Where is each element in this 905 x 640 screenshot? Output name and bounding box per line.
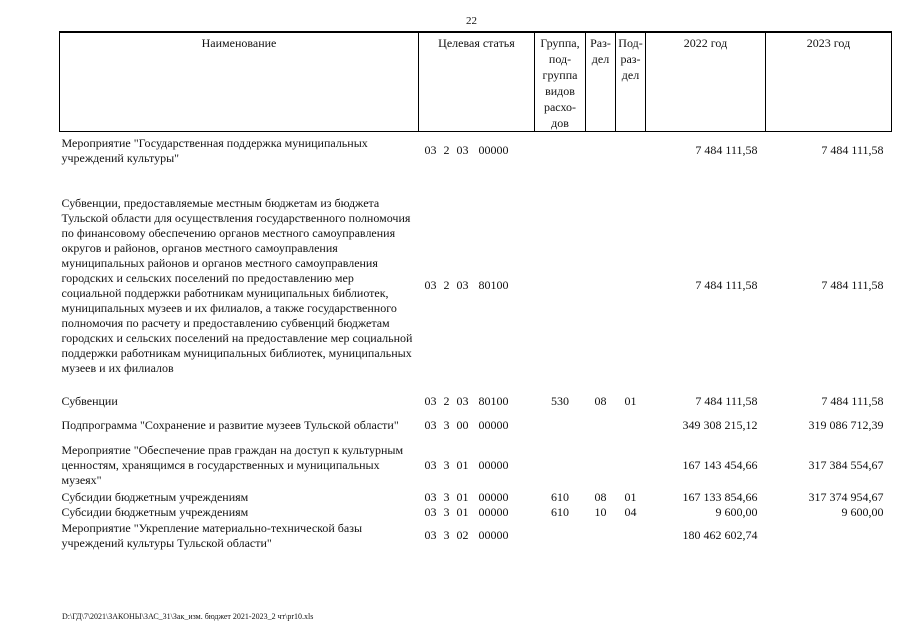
- row-section: [586, 410, 616, 442]
- row-name: Субвенции: [61, 394, 118, 408]
- row-2022: 7 484 111,58: [695, 143, 758, 158]
- row-subsection: 01: [624, 394, 637, 408]
- file-path-footer: D:\ГД\7\2021\ЗАКОНЫ\ЗАС_31\Зак_изм. бюджет 2021-2023_2 чт\pr10.xls: [62, 612, 314, 621]
- target-event: 03: [456, 143, 469, 158]
- row-subsection: [616, 520, 646, 552]
- header-section: Раз- дел: [586, 32, 616, 132]
- row-group: [535, 442, 586, 490]
- budget-table: [59, 31, 892, 552]
- row-2023: 317 374 954,67: [808, 489, 884, 504]
- row-name: Мероприятие "Укрепление материально-технической базы учреждений культуры Тульской области": [61, 520, 363, 550]
- row-subsection: 01: [624, 489, 637, 504]
- spacer-cell: [60, 170, 892, 178]
- row-subsection: [616, 178, 646, 394]
- row-subsection: [616, 442, 646, 490]
- row-group: 530: [551, 394, 569, 408]
- row-2023: 7 484 111,58: [821, 143, 884, 158]
- table-row: [60, 132, 892, 170]
- target-event: 01: [456, 489, 469, 504]
- target-program: 03: [424, 528, 437, 542]
- row-name: Субвенции, предоставляемые местным бюджетам из бюджета Тульской области для осуществления государственного полномочия по финансовому обеспечению органов местного самоуправления округов и районов, органов местного самоуправления муниципальных районов и органов местного самоуправления городских и сельских поселений по предоставлению мер социальной поддержки работникам муниципальных библиотек, муниципальных музеев и их филиалов, а также государственного полномочия по расчету и предоставлению субвенций бюджетам городских и сельских поселений на предоставление мер социальной поддержки работникам муниципальных библиотек, муниципальных музеев и их филиалов: [61, 195, 413, 375]
- header-subsection: Под- раз- дел: [616, 32, 646, 132]
- row-group: [535, 410, 586, 442]
- target-program: 03: [424, 418, 437, 432]
- row-name: Мероприятие "Обеспечение прав граждан на доступ к культурным ценностям, хранящимся в государственных и муниципальных музеях": [61, 443, 404, 487]
- header-2023: 2023 год: [766, 32, 892, 132]
- target-subprogram: 3: [443, 418, 450, 432]
- row-2022: 167 143 454,66: [682, 458, 758, 472]
- target-subprogram: 3: [443, 528, 450, 542]
- target-direction: 00000: [478, 143, 509, 158]
- row-target: [419, 490, 535, 505]
- row-name: Мероприятие "Государственная поддержка муниципальных учреждений культуры": [61, 135, 368, 165]
- row-2023: 317 384 554,67: [808, 458, 884, 472]
- row-section: 08: [594, 489, 607, 504]
- row-target: [419, 178, 535, 394]
- row-section: [586, 520, 616, 552]
- table-row: [60, 490, 892, 505]
- target-subprogram: 2: [443, 143, 450, 158]
- table-row: [60, 178, 892, 394]
- table-header-row: [60, 32, 892, 132]
- table-row: [60, 410, 892, 442]
- target-subprogram: 3: [443, 489, 450, 504]
- target-event: 00: [456, 418, 469, 432]
- header-2022: 2022 год: [646, 32, 766, 132]
- target-event: 02: [456, 528, 469, 542]
- row-section: [586, 132, 616, 170]
- target-direction: 00000: [478, 458, 509, 472]
- target-direction: 80100: [478, 394, 509, 408]
- row-group: 610: [551, 489, 569, 504]
- table-row: [60, 442, 892, 490]
- row-group: [535, 178, 586, 394]
- row-subsection: [616, 132, 646, 170]
- target-event: 03: [456, 278, 469, 292]
- table-row: [60, 520, 892, 552]
- header-target: Целевая статья: [419, 32, 535, 132]
- page-number: 22: [466, 15, 477, 27]
- row-group: [535, 132, 586, 170]
- target-direction: 00000: [478, 489, 509, 504]
- row-name: Субсидии бюджетным учреждениям: [61, 489, 249, 504]
- row-spacer: [60, 170, 892, 178]
- row-2022: 349 308 215,12: [682, 418, 758, 432]
- row-group: [535, 520, 586, 552]
- table-row: [60, 505, 892, 520]
- target-direction: 00000: [478, 504, 509, 519]
- row-target: [419, 505, 535, 520]
- target-direction: 00000: [478, 418, 509, 432]
- target-program: 03: [424, 394, 437, 408]
- row-section: [586, 178, 616, 394]
- row-2022: 7 484 111,58: [695, 278, 758, 292]
- row-2022: 7 484 111,58: [695, 394, 758, 408]
- row-target: [419, 410, 535, 442]
- row-group: 610: [551, 504, 569, 519]
- target-subprogram: 3: [443, 504, 450, 519]
- target-subprogram: 2: [443, 278, 450, 292]
- row-2023: 319 086 712,39: [808, 418, 884, 432]
- row-2023: 7 484 111,58: [821, 394, 884, 408]
- row-section: 10: [594, 504, 607, 519]
- row-section: [586, 442, 616, 490]
- row-target: [419, 132, 535, 170]
- row-2022: 167 133 854,66: [682, 489, 758, 504]
- row-subsection: 04: [624, 504, 637, 519]
- row-subsection: [616, 410, 646, 442]
- row-name: Субсидии бюджетным учреждениям: [61, 504, 249, 519]
- target-event: 03: [456, 394, 469, 408]
- target-event: 01: [456, 458, 469, 472]
- row-target: [419, 442, 535, 490]
- row-name: Подпрограмма "Сохранение и развитие музеев Тульской области": [61, 418, 399, 432]
- header-name: Наименование: [60, 32, 419, 132]
- row-target: [419, 394, 535, 410]
- target-program: 03: [424, 278, 437, 292]
- target-subprogram: 3: [443, 458, 450, 472]
- row-target: [419, 520, 535, 552]
- target-program: 03: [424, 489, 437, 504]
- target-subprogram: 2: [443, 394, 450, 408]
- target-program: 03: [424, 143, 437, 158]
- target-program: 03: [424, 504, 437, 519]
- row-2022: 9 600,00: [715, 504, 758, 519]
- row-2023: [766, 520, 892, 552]
- target-direction: 00000: [478, 528, 509, 542]
- target-event: 01: [456, 504, 469, 519]
- header-group: Группа, под- группа видов расхо- дов: [535, 32, 586, 132]
- row-2023: 9 600,00: [841, 504, 884, 519]
- target-program: 03: [424, 458, 437, 472]
- target-direction: 80100: [478, 278, 509, 292]
- row-2023: 7 484 111,58: [821, 278, 884, 292]
- table-row: [60, 394, 892, 410]
- row-section: 08: [594, 394, 607, 408]
- row-2022: 180 462 602,74: [682, 528, 758, 542]
